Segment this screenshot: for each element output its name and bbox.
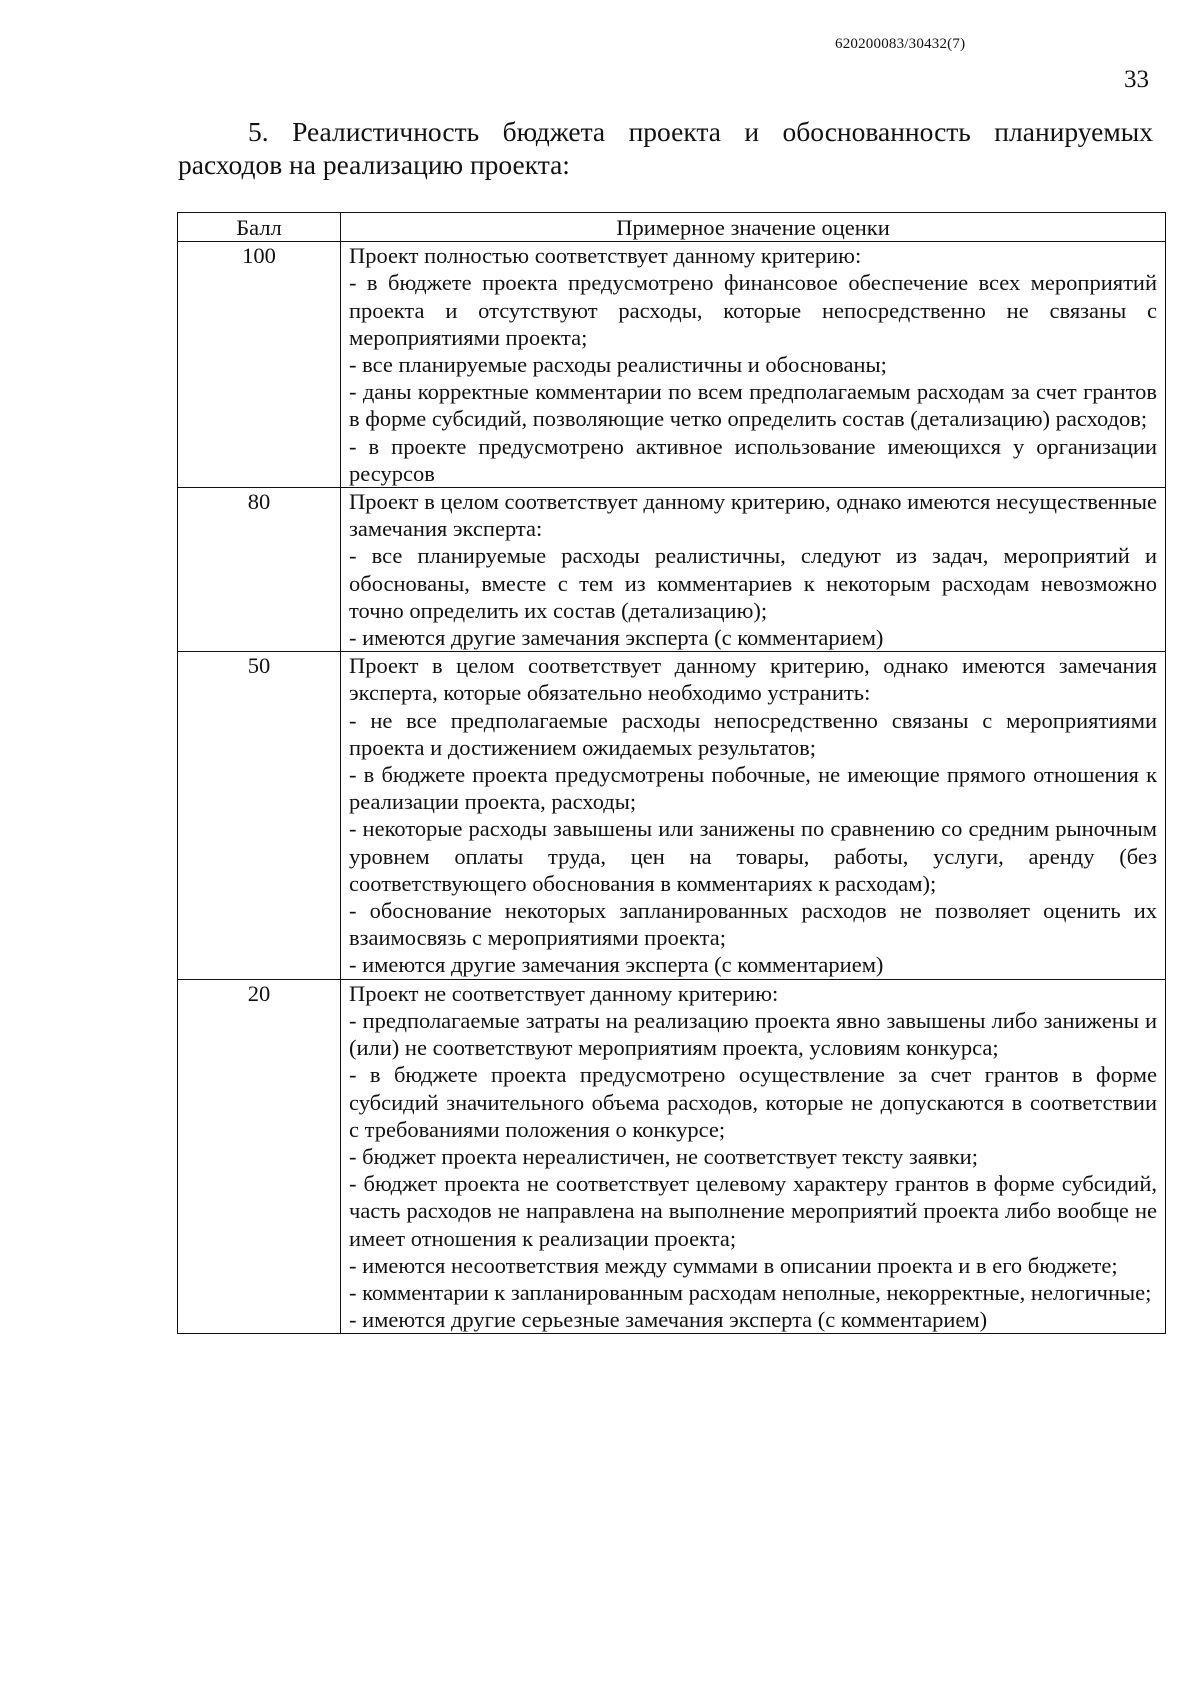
description-cell xyxy=(341,979,1166,1334)
criterion-line: - бюджет проекта не соответствует целевому характеру грантов в форме субсидий, часть расходов не направлена на выполнение мероприятий проекта либо вообще не имеет отношения к реализации проекта; xyxy=(349,1171,1157,1251)
table-row xyxy=(178,488,1166,652)
criterion-line: - имеются другие серьезные замечания эксперта (с комментарием) xyxy=(349,1307,988,1333)
criterion-line: - в бюджете проекта предусмотрено осуществление за счет грантов в форме субсидий значительного объема расходов, которые не допускаются в соответствии с требованиями положения о конкурсе; xyxy=(349,1062,1157,1142)
criterion-line: - даны корректные комментарии по всем предполагаемым расходам за счет грантов в форме субсидий, позволяющие четко определить состав (детализацию) расходов; xyxy=(349,379,1157,432)
score-cell: 20 xyxy=(178,979,341,1334)
criterion-line: - все планируемые расходы реалистичны, следуют из задач, мероприятий и обоснованы, вместе с тем из комментариев к некоторым расходам невозможно точно определить их состав (детализацию); xyxy=(349,543,1157,623)
description-cell xyxy=(341,242,1166,488)
criterion-line: - некоторые расходы завышены или занижены по сравнению со средним рыночным уровнем оплаты труда, цен на товары, работы, услуги, аренду (без соответствующего обоснования в комментариях к расходам); xyxy=(349,816,1157,896)
description-cell xyxy=(341,488,1166,652)
criterion-line: - комментарии к запланированным расходам неполные, некорректные, нелогичные; xyxy=(349,1279,1152,1305)
criterion-line: - предполагаемые затраты на реализацию проекта явно завышены либо занижены и (или) не соответствуют мероприятиям проекта, условиям конкурса; xyxy=(349,1007,1157,1061)
description-cell xyxy=(341,652,1166,979)
criteria-table xyxy=(177,212,1166,1334)
criterion-line: - в бюджете проекта предусмотрено финансовое обеспечение всех мероприятий проекта и отсутствуют расходы, которые непосредственно не связаны с мероприятиями проекта; xyxy=(349,270,1157,350)
criterion-line: - имеются несоответствия между суммами в описании проекта и в его бюджете; xyxy=(349,1252,1118,1278)
criterion-line: - бюджет проекта нереалистичен, не соответствует тексту заявки; xyxy=(349,1143,978,1169)
score-cell: 50 xyxy=(178,652,341,979)
criterion-line: - все планируемые расходы реалистичны и обоснованы; xyxy=(349,352,887,378)
document-id: 620200083/30432(7) xyxy=(835,36,966,52)
column-header-score: Балл xyxy=(178,213,341,242)
criterion-line: Проект в целом соответствует данному критерию, однако имеются несущественные замечания эксперта: xyxy=(349,489,1157,542)
score-cell: 100 xyxy=(178,242,341,488)
table-row xyxy=(178,979,1166,1334)
criterion-line: Проект полностью соответствует данному критерию: xyxy=(349,243,862,269)
section-heading: 5. Реалистичность бюджета проекта и обоснованность планируемых расходов на реализацию проекта: xyxy=(178,116,1153,180)
criterion-line: - в проекте предусмотрено активное использование имеющихся у организации ресурсов xyxy=(349,433,1157,486)
table-row xyxy=(178,242,1166,488)
criterion-line: - имеются другие замечания эксперта (с комментарием) xyxy=(349,952,884,978)
criterion-line: - обоснование некоторых запланированных расходов не позволяет оценить их взаимосвязь с мероприятиями проекта; xyxy=(349,898,1157,951)
table-row xyxy=(178,652,1166,979)
score-cell: 80 xyxy=(178,488,341,652)
criterion-line: Проект в целом соответствует данному критерию, однако имеются замечания эксперта, которые обязательно необходимо устранить: xyxy=(349,653,1157,706)
criterion-line: - не все предполагаемые расходы непосредственно связаны с мероприятиями проекта и достижением ожидаемых результатов; xyxy=(349,707,1157,760)
criterion-line: Проект не соответствует данному критерию: xyxy=(349,980,779,1006)
criterion-line: - в бюджете проекта предусмотрены побочные, не имеющие прямого отношения к реализации проекта, расходы; xyxy=(349,762,1157,815)
column-header-description: Примерное значение оценки xyxy=(341,213,1166,242)
table-header-row xyxy=(178,213,1166,242)
page-number: 33 xyxy=(1124,66,1149,93)
criterion-line: - имеются другие замечания эксперта (с комментарием) xyxy=(349,625,884,651)
